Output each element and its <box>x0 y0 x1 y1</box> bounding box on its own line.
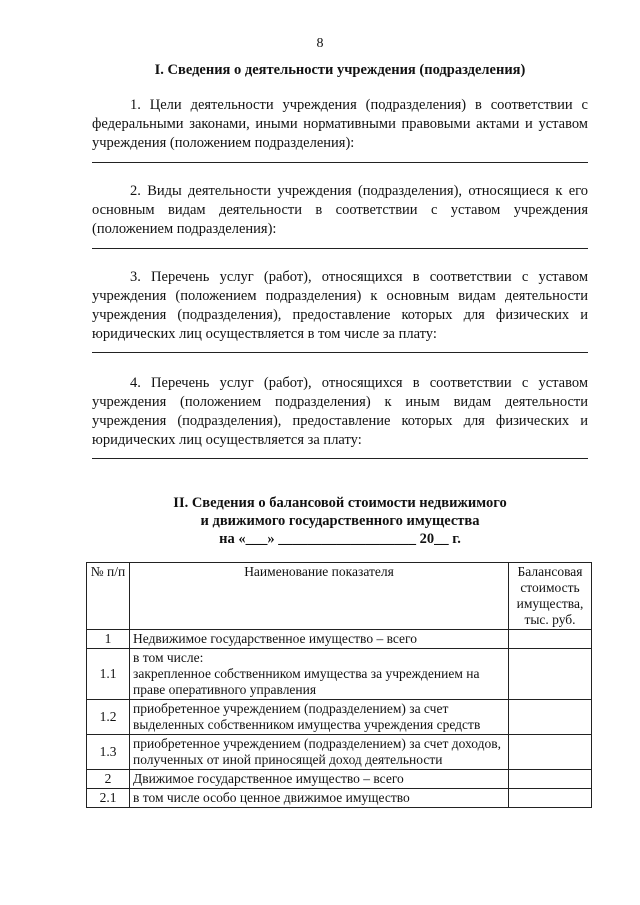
row-number: 1.1 <box>87 649 130 700</box>
item-3-text: 3. Перечень услуг (работ), относящихся в соответствии с уставом учреждения (положением подразделения) к основным видам деятельности учреждения (подразделения), предоставление которых для физических и юридических лиц осуществляется в том числе за плату: <box>92 269 588 342</box>
row-label: Движимое государственное имущество – всего <box>133 771 404 786</box>
item-2-text: 2. Виды деятельности учреждения (подразделения), относящиеся к его основным видам деятельности в соответствии с уставом учреждения (положением подразделения): <box>92 183 588 237</box>
header-name: Наименование показателя <box>130 563 509 630</box>
row-name <box>130 770 509 789</box>
item-1-text: 1. Цели деятельности учреждения (подразделения) в соответствии с федеральными законами, иными нормативными правовыми актами и уставом учреждения (положением подразделения): <box>92 97 588 151</box>
table-header-row <box>87 563 592 630</box>
row-name <box>130 630 509 649</box>
item-4-text: 4. Перечень услуг (работ), относящихся в соответствии с уставом учреждения (положением подразделения) к иным видам деятельности учреждения (подразделения), предоставление которых для физических и юридических лиц осуществляется за плату: <box>92 375 588 448</box>
row-name <box>130 789 509 808</box>
row-name <box>130 700 509 735</box>
header-num: № п/п <box>87 563 130 630</box>
row-label: закрепленное собственником имущества за учреждением на праве оперативного управления <box>133 666 480 697</box>
row-number: 1.2 <box>87 700 130 735</box>
table-row <box>87 649 592 700</box>
section-2-date-line[interactable]: на «___» ___________________ 20__ г. <box>219 531 461 547</box>
row-number: 1 <box>87 630 130 649</box>
row-number: 2.1 <box>87 789 130 808</box>
item-4-answer-line[interactable] <box>92 458 588 459</box>
table-row <box>87 789 592 808</box>
page-number: 8 <box>316 36 324 51</box>
row-value-cell[interactable] <box>509 630 592 649</box>
row-label: в том числе особо ценное движимое имущество <box>133 790 410 805</box>
row-value-cell[interactable] <box>509 700 592 735</box>
row-name <box>130 649 509 700</box>
table-row <box>87 770 592 789</box>
table-body <box>87 630 592 808</box>
section-2-title-line-2: и движимого государственного имущества <box>200 513 480 529</box>
table-row <box>87 630 592 649</box>
row-label: приобретенное учреждением (подразделением) за счет доходов, полученных от иной приносящей доход деятельности <box>133 736 501 767</box>
section-1-title: I. Сведения о деятельности учреждения (подразделения) <box>154 62 526 78</box>
row-value-cell[interactable] <box>509 770 592 789</box>
row-value-cell[interactable] <box>509 649 592 700</box>
row-name <box>130 735 509 770</box>
row-label: приобретенное учреждением (подразделением) за счет выделенных собственником имущества учреждения средств <box>133 701 481 732</box>
row-number: 2 <box>87 770 130 789</box>
row-prefix: в том числе: <box>133 650 204 665</box>
row-number: 1.3 <box>87 735 130 770</box>
section-2-title-line-1: II. Сведения о балансовой стоимости недвижимого <box>173 495 507 511</box>
row-value-cell[interactable] <box>509 735 592 770</box>
table-row <box>87 700 592 735</box>
table-row <box>87 735 592 770</box>
row-value-cell[interactable] <box>509 789 592 808</box>
balance-table <box>86 562 592 808</box>
item-1-answer-line[interactable] <box>92 162 588 163</box>
item-3-answer-line[interactable] <box>92 352 588 353</box>
header-value: Балансовая стоимость имущества, тыс. руб. <box>509 563 592 630</box>
item-2-answer-line[interactable] <box>92 248 588 249</box>
row-label: Недвижимое государственное имущество – всего <box>133 631 417 646</box>
